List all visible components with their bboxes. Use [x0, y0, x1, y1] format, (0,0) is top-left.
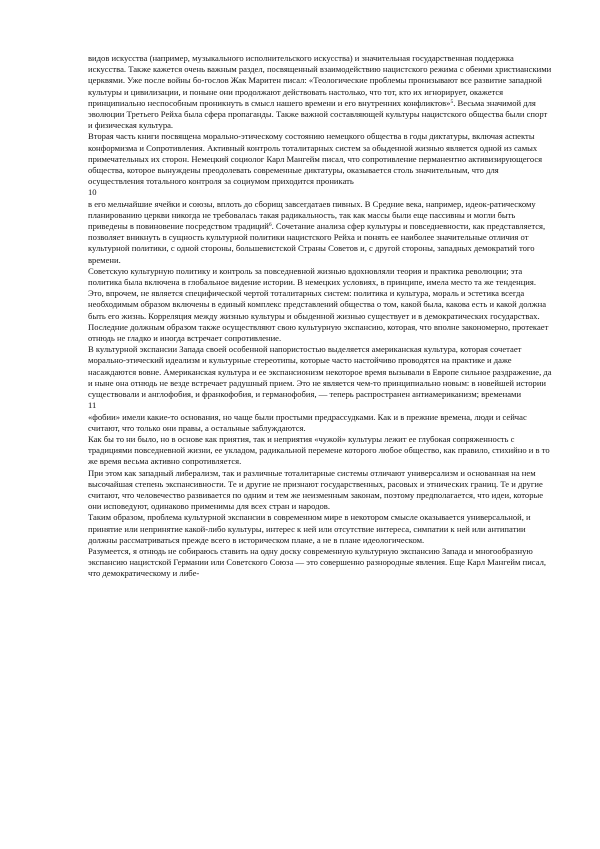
- footnote-ref-5: 5: [450, 98, 454, 105]
- paragraph-arts-and-churches: [88, 53, 553, 131]
- paragraph-text-tail: . Весьма значимой для эволюции Третьего Рейха была сфера пропаганды. Также важной составляющей культуры нацистского общества были спорт и физическая культура.: [88, 97, 548, 131]
- page-number-10: 10: [88, 187, 97, 198]
- paragraph-medieval-church: [88, 199, 553, 266]
- paragraph-text: видов искусства (например, музыкального исполнительского искусства) и значительная государственная поддержка искусства. Также кажется очень важным раздел, посвященный взаимодействию нацистского режима с обеими христианскими церквями. Уже после войны бо-гослов Жак Маритен писал: «Теологические проблемы пронизывают все развитие западной культуры и цивилизации, и поныне они продолжают действовать настолько, что тот, кто их игнорирует, окажется принципиально неспособным проникнуть в смысл нашего времени и его внутренних конфликтов»: [88, 53, 552, 108]
- paragraph-cultural-expansion: Таким образом, проблема культурной экспансии в современном мире в некотором смысле оказывается универсальной, и принятие или непринятие какой-либо культуры, интерес к ней или отсутствие интереса, симпатии к ней или антипатии должны рассматриваться прежде всего в историческом плане, а не в плане идеологическом.: [88, 512, 531, 545]
- footnote-ref-6: 6: [268, 222, 272, 229]
- page-number-11: 11: [88, 400, 97, 411]
- paragraph-universalism: При этом как западный либерализм, так и различные тоталитарные системы отличают универсализм и основанная на нем высочайшая степень экспансивности. Те и другие не признают государственных, расовых и этнических границ. Те и другие считают, что человечество развивается по одним и тем же неизменным законам, поэтому предполагается, что идеи, которые они исповедуют, одинаково применимы для всех стран и народов.: [88, 467, 544, 512]
- paragraph-mannheim: Разумеется, я отнюдь не собираюсь ставить на одну доску современную культурную экспансию Запада и многообразную экспансию нацистской Германии или Советского Союза — это совершенно разнородные явления. Еще Карл Мангейм писал, что демократическому и либе-: [88, 545, 547, 579]
- paragraph-second-part: Вторая часть книги посвящена морально-этическому состоянию немецкого общества в годы диктатуры, включая аспекты конформизма и Сопротивления. Активный контроль тоталитарных систем за обыденной жизнью является одной из самых примечательных их сторон. Немецкий социолог Карл Мангейм писал, что сопротивление перманентно активизирующегося общества, которое вынуждены преодолевать современные диктатуры, оказывается столь значительным, что для осуществления тотального контроля за социумом приходится проникать: [88, 131, 543, 187]
- text-body: [88, 53, 553, 580]
- paragraph-soviet-policy: Советскую культурную политику и контроль за повседневной жизнью вдохновляли теория и практика революции; эта политика была включена в глобальное видение истории. В немецких условиях, в принципе, имела место та же тенденция. Это, впрочем, не является специфической чертой тоталитарных систем: политика и культура, мораль и эстетика всегда необходимым образом включены в единый комплекс представлений общества о том, какой была, какова есть и какой должна быть его жизнь. Корреляция между жизнью культуры и обыденной жизнью существует и в демократических государствах. Последние должным образом также осуществляют свою культурную экспансию, которая, что вполне закономерно, протекает отнюдь не гладко и иногда встречает сопротивление.: [88, 265, 549, 344]
- paragraph-foreign-culture: Как бы то ни было, но в основе как приятия, так и неприятия «чужой» культуры лежит ее глубокая сопряженность с традициями повседневной жизни, ее укладом, радикальной перемене которого любое общество, как правило, стихийно и в то же время весьма активно сопротивляется.: [88, 433, 550, 467]
- paragraph-american-culture: В культурной экспансии Запада своей особенной напористостью выделяется американская культура, которая сочетает морально-этический идеализм и культурные стереотипы, которые часто настойчиво проводятся на практике и даже насаждаются вовне. Американская культура и ее экспансионизм некоторое время вызывали в Европе сильное раздражение, да и ныне она отнюдь не везде встречает радушный прием. Это не является чем-то принципиально новым: в новейшей истории существовали и англофобия, и франкофобия, и германофобия, — теперь распространен антиамериканизм; временами: [88, 344, 552, 400]
- paragraph-phobias: «фобии» имели какие-то основания, но чаще были простыми предрассудками. Как и в прежние времена, люди и сейчас считают, что только они правы, а остальные заблуждаются.: [88, 411, 527, 433]
- paragraph-text-tail: . Сочетание анализа сфер культуры и повседневности, как представляется, позволяет вникнуть в сущность культурной политики нацистского Рейха и понять ее наиболее значительные отличия от культурной политики, с одной стороны, большевистской Страны Советов и, с другой стороны, западных демократий того времени.: [88, 221, 546, 265]
- paragraph-text: в его мельчайшие ячейки и союзы, вплоть до сборищ завсегдатаев пивных. В Средние века, например, идеок-ратическому планированию церкви никогда не требовалась такая радикальность, так как массы были еще пассивны и могли быть приведены в повиновение посредством традиций: [88, 198, 536, 232]
